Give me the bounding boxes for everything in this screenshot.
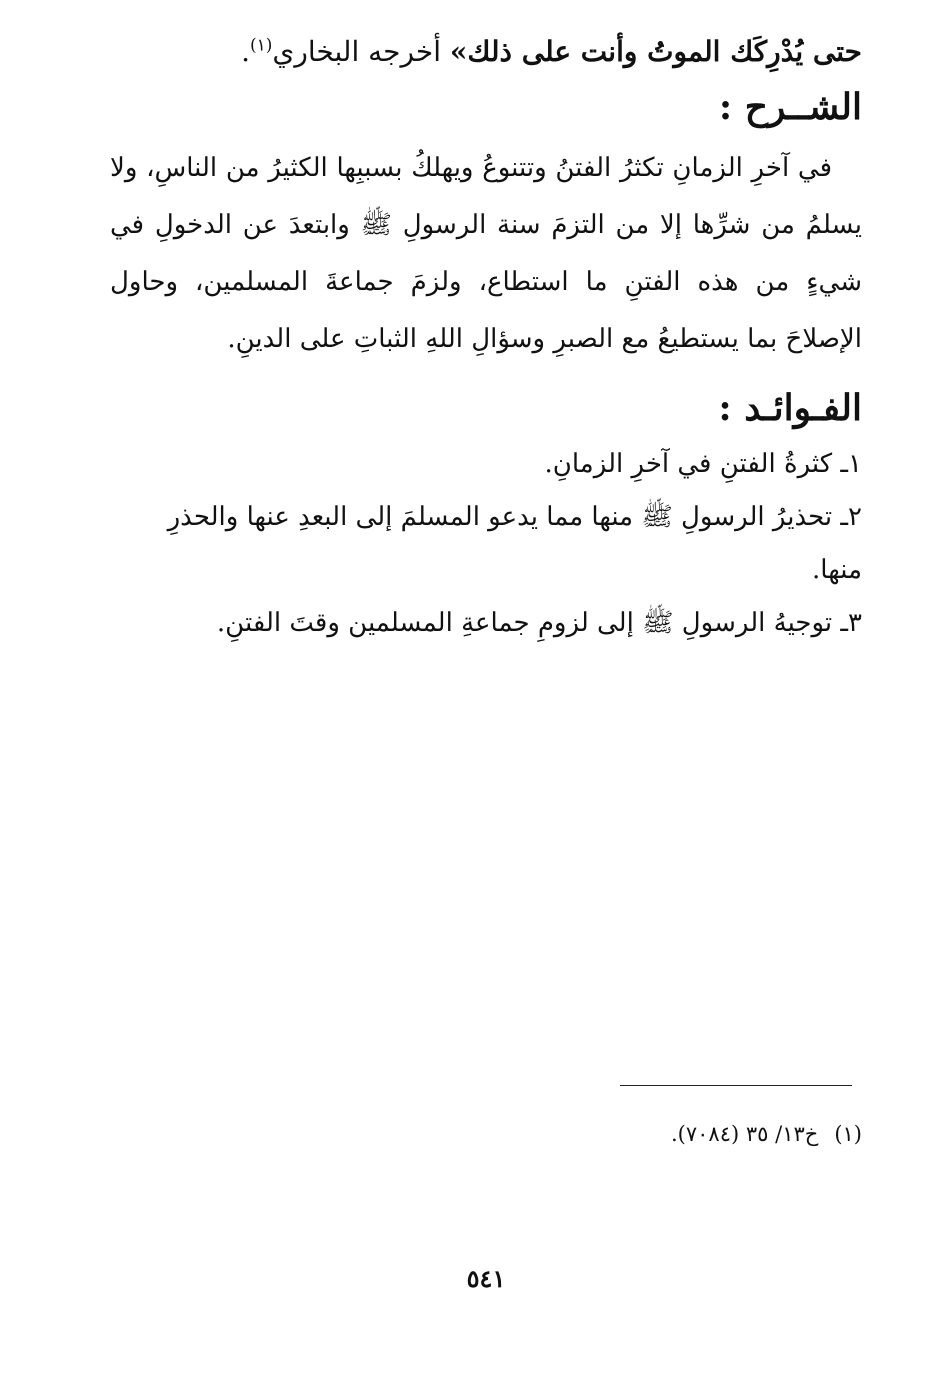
benefit-item: ٣ـ توجيهُ الرسولِ ﷺ إلى لزومِ جماعةِ المسلمين وقتَ الفتنِ.: [216, 607, 862, 638]
page-number: ٥٤١: [466, 1264, 506, 1293]
benefits-heading: الفـوائـد :: [718, 386, 862, 429]
benefits-list: [110, 438, 862, 650]
hadith-closing-line: [110, 30, 862, 73]
hadith-source: أخرجه البخاري: [272, 35, 441, 68]
footnote-text: خ١٣/ ٣٥ (٧٠٨٤).: [670, 1122, 819, 1146]
benefit-item: ٢ـ تحذيرُ الرسولِ ﷺ منها مما يدعو المسلمَ إلى البعدِ عنها والحذرِ منها.: [167, 501, 862, 585]
footnote-number: (١): [834, 1122, 862, 1146]
footnote-marker[interactable]: (١): [250, 35, 273, 56]
explanation-heading: الشــرح :: [718, 86, 862, 129]
benefit-item: ١ـ كثرةُ الفتنِ في آخرِ الزمانِ.: [544, 448, 862, 479]
line-end-period: .: [241, 35, 250, 68]
footnote: [110, 1120, 862, 1149]
book-page: [110, 30, 862, 1350]
explanation-paragraph: في آخرِ الزمانِ تكثرُ الفتنُ وتتنوعُ ويهلكُ بسببِها الكثيرُ من الناسِ، ولا يسلمُ من شرِّها إلا من التزمَ سنة الرسولِ ﷺ وابتعدَ عن الدخولِ في شيءٍ من هذه الفتنِ ما استطاع، ولزمَ جماعةَ المسلمين، وحاول الإصلاحَ بما يستطيعُ مع الصبرِ وسؤالِ اللهِ الثباتِ على الدينِ.: [110, 152, 862, 354]
footnote-divider: [620, 1085, 852, 1086]
hadith-quote-end: حتى يُدْرِكَك الموتُ وأنت على ذلك»: [449, 35, 862, 68]
